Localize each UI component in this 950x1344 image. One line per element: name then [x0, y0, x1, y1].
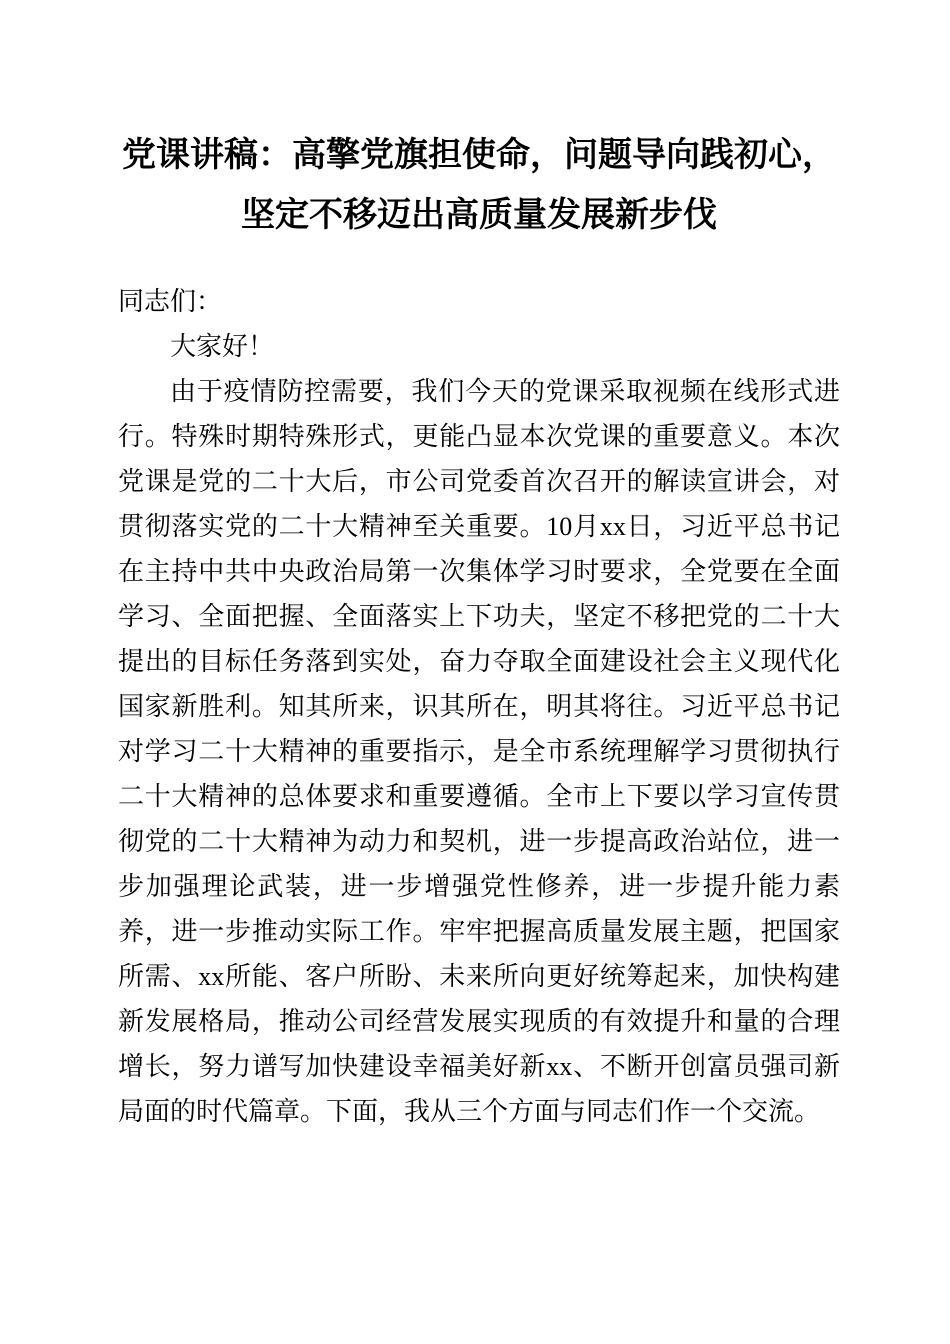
- paragraph-main: 由于疫情防控需要，我们今天的党课采取视频在线形式进行。特殊时期特殊形式，更能凸显本次党课的重要意义。本次党课是党的二十大后，市公司党委首次召开的解读宣讲会，对贯彻落实党的二十大精神至关重要。10月xx日，习近平总书记在主持中共中央政治局第一次集体学习时要求，全党要在全面学习、全面把握、全面落实上下功夫，坚定不移把党的二十大提出的目标任务落到实处，奋力夺取全面建设社会主义现代化国家新胜利。知其所来，识其所在，明其将往。习近平总书记对学习二十大精神的重要指示，是全市系统理解学习贯彻执行二十大精神的总体要求和重要遵循。全市上下要以学习宣传贯彻党的二十大精神为动力和契机，进一步提高政治站位，进一步加强理论武装，进一步增强党性修养，进一步提升能力素养，进一步推动实际工作。牢牢把握高质量发展主题，把国家所需、xx所能、客户所盼、未来所向更好统筹起来，加快构建新发展格局，推动公司经营发展实现质的有效提升和量的合理增长，努力谱写加快建设幸福美好新xx、不断开创富员强司新局面的时代篇章。下面，我从三个方面与同志们作一个交流。: [118, 377, 840, 1126]
- document-body: [118, 279, 840, 1134]
- paragraph-greeting: 大家好！: [170, 332, 275, 361]
- title-line-1: 党课讲稿：高擎党旗担使命，问题导向践初心，: [122, 137, 836, 174]
- title-line-2: 坚定不移迈出高质量发展新步伐: [241, 197, 717, 234]
- paragraph-salutation: 同志们：: [118, 287, 223, 316]
- document-title: [118, 126, 840, 246]
